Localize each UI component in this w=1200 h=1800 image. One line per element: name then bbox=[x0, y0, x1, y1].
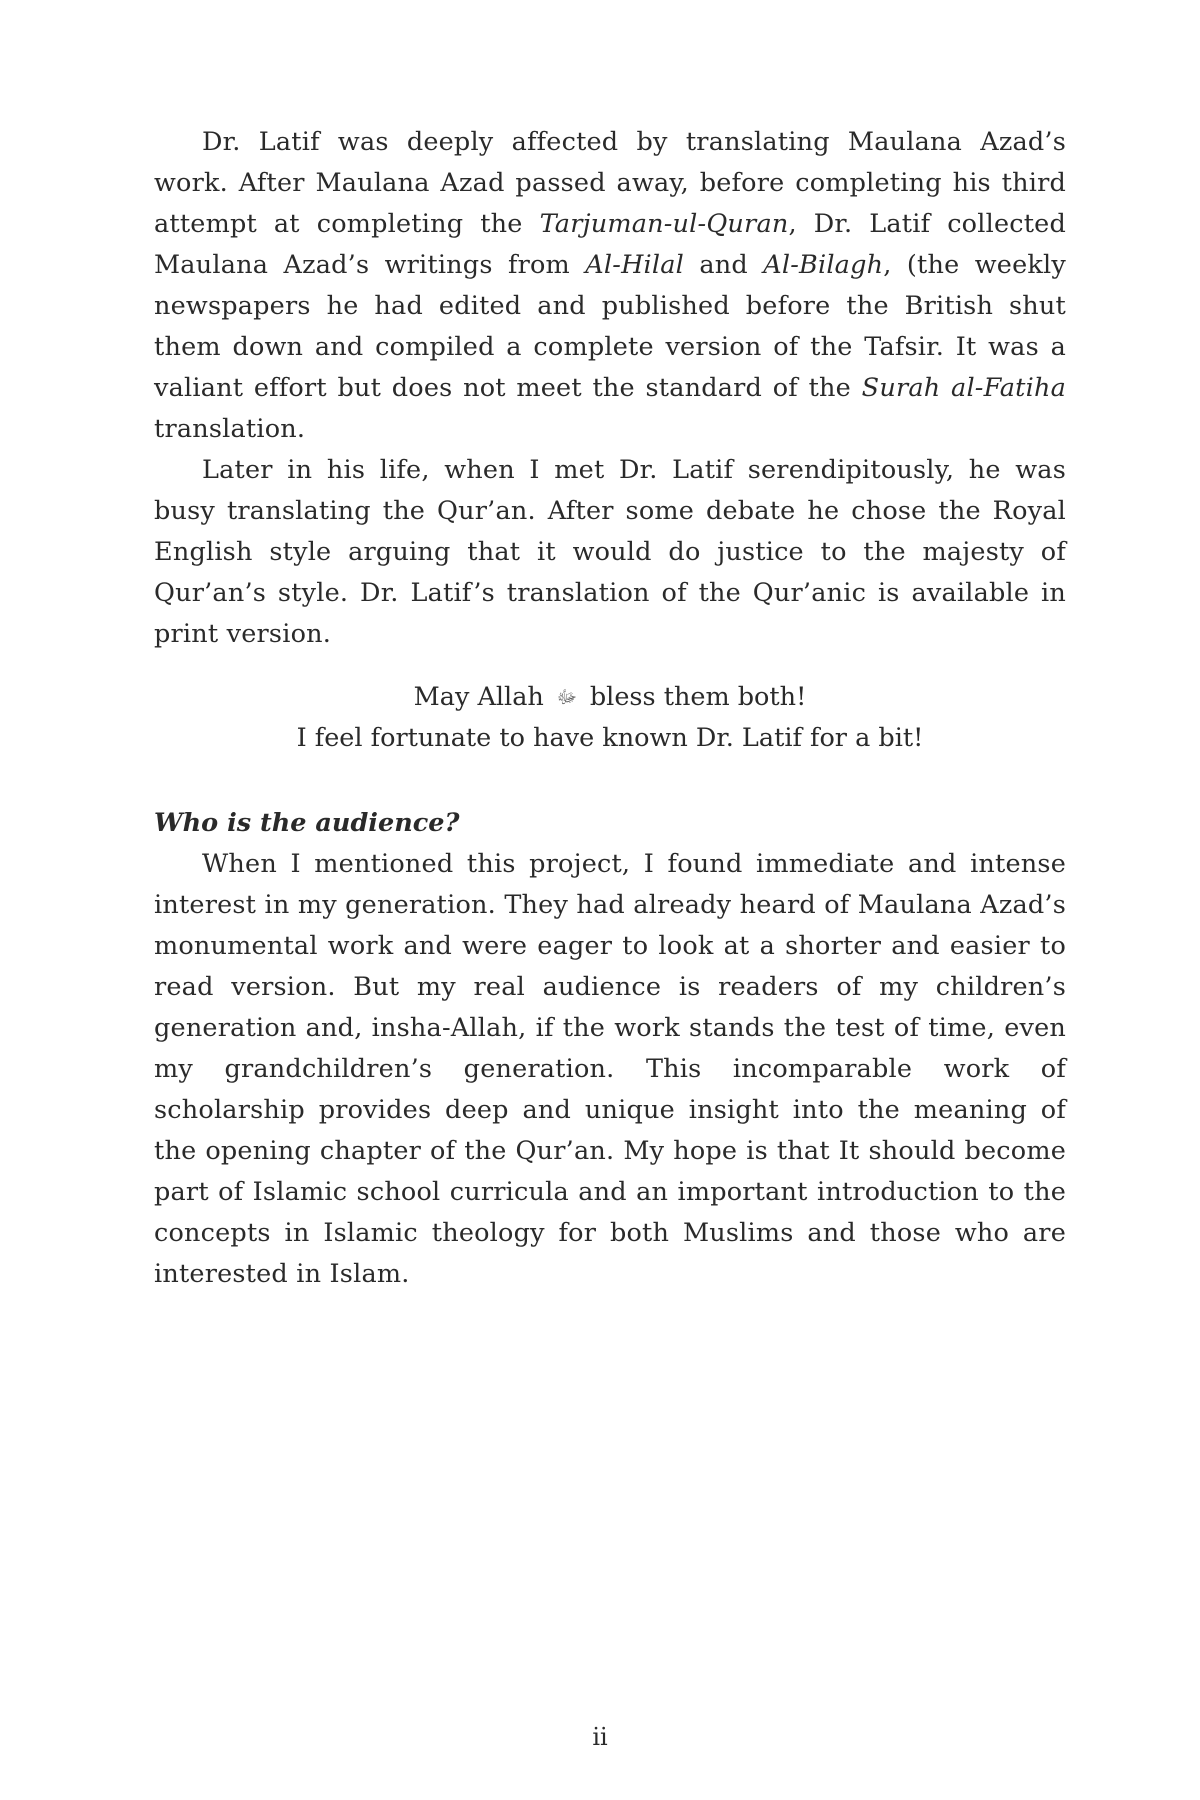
paragraph-text: , Dr. Latif collected Maulana Azad’s writings from bbox=[154, 209, 1066, 280]
blessing-text: bless them both! bbox=[589, 682, 807, 712]
paragraph-text: and bbox=[683, 250, 764, 280]
paragraph-text: , (the weekly newspapers he had edited and published before the British shut them down and compiled a complete version of the Tafsir. It was a valiant effort but does not meet the standard of the bbox=[154, 250, 1066, 403]
title-al-bilagh: Al-Bilagh bbox=[763, 250, 884, 280]
blessing-block bbox=[154, 677, 1066, 759]
paragraph-royal-english: Later in his life, when I met Dr. Latif serendipitously, he was busy translating the Qur’an. After some debate he chose the Royal English style arguing that it would do justice to the majesty of Qur’an’s style. Dr. Latif’s translation of the Qur’anic is available in print version. bbox=[154, 455, 1066, 649]
section-heading: Who is the audience? bbox=[154, 808, 460, 838]
paragraph-latif-translation bbox=[154, 122, 1066, 450]
paragraph-audience: When I mentioned this project, I found immediate and intense interest in my generation. They had already heard of Maulana Azad’s monumental work and were eager to look at a shorter and easier to read version. But my real audience is readers of my children’s generation and, insha-Allah, if the work stands the test of time, even my grandchildren’s generation. This incomparable work of scholarship provides deep and unique insight into the meaning of the opening chapter of the Qur’an. My hope is that It should become part of Islamic school curricula and an important introduction to the concepts in Islamic theology for both Muslims and those who are interested in Islam. bbox=[154, 849, 1066, 1289]
page-body bbox=[154, 122, 1066, 1295]
title-surah-al-fatiha: Surah al-Fatiha bbox=[861, 373, 1067, 403]
blessing-line-1 bbox=[154, 677, 1066, 718]
paragraph-text: translation. bbox=[154, 414, 306, 444]
title-al-hilal: Al-Hilal bbox=[585, 250, 684, 280]
title-tarjuman: Tarjuman-ul-Quran bbox=[539, 209, 789, 239]
page-number: ii bbox=[592, 1723, 608, 1751]
blessing-text: May Allah bbox=[413, 682, 544, 712]
paragraph-text: Dr. Latif was deeply affected by translating Maulana Azad’s work. After Maulana Azad passed away, before completing his third attempt at completing the bbox=[154, 127, 1066, 239]
honorific-glyph-icon: ﷻ bbox=[556, 687, 577, 708]
blessing-line-2: I feel fortunate to have known Dr. Latif for a bit! bbox=[296, 723, 924, 753]
